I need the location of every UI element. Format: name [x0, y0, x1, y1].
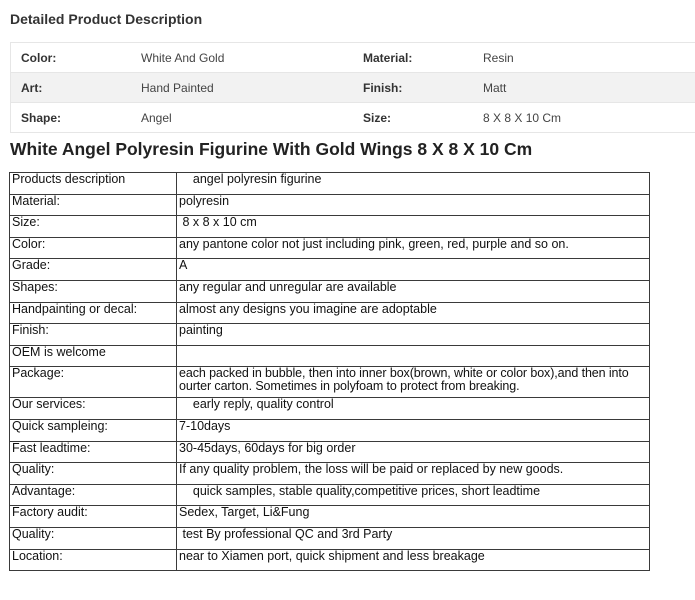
spec-label: Quality: — [10, 527, 177, 549]
spec-value: polyresin — [177, 194, 650, 216]
attribute-value-material: Resin — [483, 43, 695, 73]
spec-value: test By professional QC and 3rd Party — [177, 527, 650, 549]
summary-row — [11, 43, 695, 73]
summary-attributes-table — [10, 42, 695, 133]
table-row — [10, 506, 650, 528]
attribute-label-color: Color: — [11, 43, 142, 73]
table-row — [10, 280, 650, 302]
table-row — [10, 484, 650, 506]
spec-value: quick samples, stable quality,competitive prices, short leadtime — [177, 484, 650, 506]
spec-label: Finish: — [10, 324, 177, 346]
table-row — [10, 173, 650, 195]
spec-label: Handpainting or decal: — [10, 302, 177, 324]
spec-label: Shapes: — [10, 280, 177, 302]
table-row — [10, 237, 650, 259]
spec-label: Our services: — [10, 398, 177, 420]
attribute-label-size: Size: — [363, 103, 483, 133]
attribute-label-art: Art: — [11, 73, 142, 103]
spec-value: 30-45days, 60days for big order — [177, 441, 650, 463]
spec-label: Size: — [10, 216, 177, 238]
spec-value: near to Xiamen port, quick shipment and less breakage — [177, 549, 650, 571]
table-row — [10, 345, 650, 367]
spec-label: Package: — [10, 367, 177, 398]
table-row — [10, 419, 650, 441]
attribute-label-shape: Shape: — [11, 103, 142, 133]
attribute-label-finish: Finish: — [363, 73, 483, 103]
table-row — [10, 441, 650, 463]
table-row — [10, 463, 650, 485]
spec-value: each packed in bubble, then into inner box(brown, white or color box),and then into ourter carton. Sometimes in polyfoam to protect from breaking. — [177, 367, 650, 398]
spec-label: Material: — [10, 194, 177, 216]
spec-label: OEM is welcome — [10, 345, 177, 367]
table-row — [10, 549, 650, 571]
table-row — [10, 259, 650, 281]
summary-row — [11, 103, 695, 133]
spec-value — [177, 345, 650, 367]
spec-value: 7-10days — [177, 419, 650, 441]
spec-value: Sedex, Target, Li&Fung — [177, 506, 650, 528]
spec-label: Fast leadtime: — [10, 441, 177, 463]
spec-value: almost any designs you imagine are adoptable — [177, 302, 650, 324]
product-specs-table — [9, 172, 650, 571]
spec-label: Factory audit: — [10, 506, 177, 528]
table-row — [10, 216, 650, 238]
table-row — [10, 194, 650, 216]
spec-label: Advantage: — [10, 484, 177, 506]
spec-value: any regular and unregular are available — [177, 280, 650, 302]
spec-label: Grade: — [10, 259, 177, 281]
spec-value: early reply, quality control — [177, 398, 650, 420]
attribute-value-size: 8 X 8 X 10 Cm — [483, 103, 695, 133]
spec-value: If any quality problem, the loss will be paid or replaced by new goods. — [177, 463, 650, 485]
attribute-value-art: Hand Painted — [141, 73, 363, 103]
spec-value: 8 x 8 x 10 cm — [177, 216, 650, 238]
spec-value: any pantone color not just including pink, green, red, purple and so on. — [177, 237, 650, 259]
spec-value: A — [177, 259, 650, 281]
spec-label: Quality: — [10, 463, 177, 485]
spec-label: Products description — [10, 173, 177, 195]
attribute-value-finish: Matt — [483, 73, 695, 103]
product-title: White Angel Polyresin Figurine With Gold Wings 8 X 8 X 10 Cm — [10, 139, 533, 159]
spec-label: Color: — [10, 237, 177, 259]
summary-row — [11, 73, 695, 103]
spec-label: Location: — [10, 549, 177, 571]
table-row — [10, 398, 650, 420]
attribute-label-material: Material: — [363, 43, 483, 73]
table-row — [10, 527, 650, 549]
section-heading: Detailed Product Description — [10, 11, 203, 27]
table-row — [10, 367, 650, 398]
table-row — [10, 302, 650, 324]
spec-value: angel polyresin figurine — [177, 173, 650, 195]
spec-value: painting — [177, 324, 650, 346]
attribute-value-shape: Angel — [141, 103, 363, 133]
attribute-value-color: White And Gold — [141, 43, 363, 73]
spec-label: Quick sampleing: — [10, 419, 177, 441]
table-row — [10, 324, 650, 346]
